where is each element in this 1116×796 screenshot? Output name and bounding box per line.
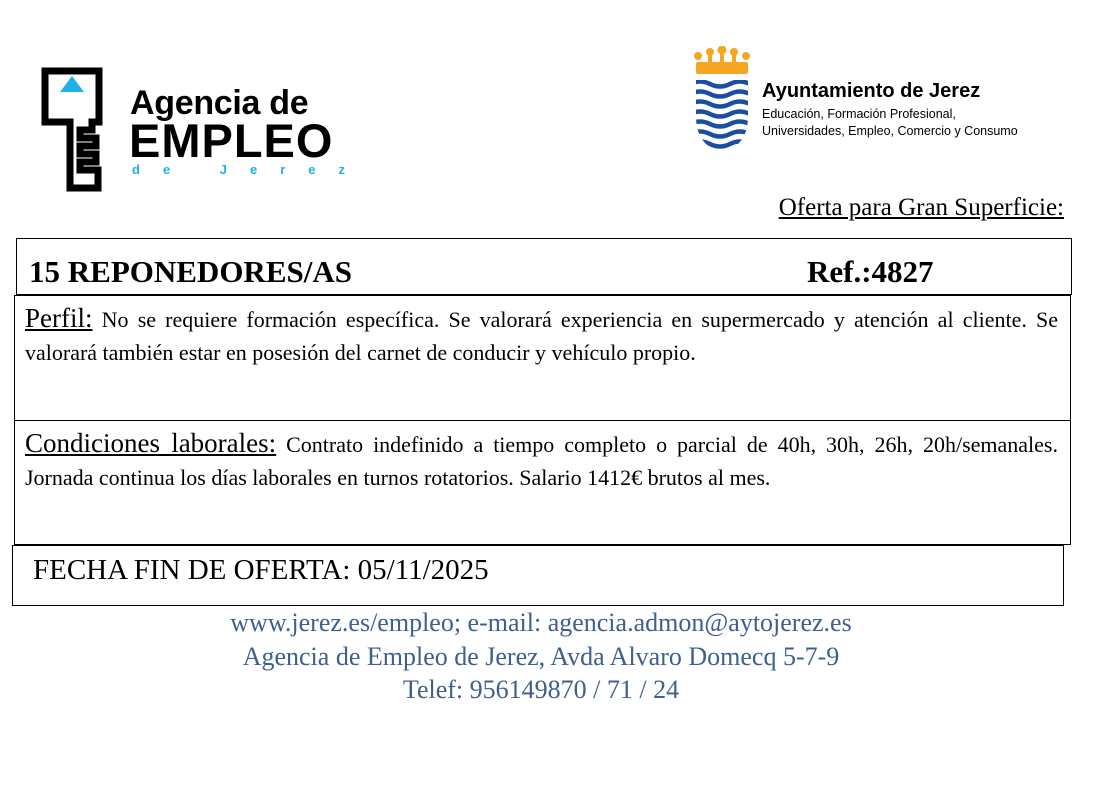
footer-web-email: www.jerez.es/empleo; e-mail: agencia.admon@aytojerez.es xyxy=(230,608,852,637)
condiciones-heading: Condiciones laborales: xyxy=(25,428,277,458)
fecha-fin-box xyxy=(12,545,1064,606)
ayuntamiento-subtitle-line2: Universidades, Empleo, Comercio y Consumo xyxy=(762,124,1018,138)
crowned-shield-icon xyxy=(690,46,754,154)
condiciones-text: Contrato indefinido a tiempo completo o parcial de 40h, 30h, 26h, 20h/semanales. Jornada continua los días laborales en turnos rotatorios. Salario 1412€ brutos al mes. xyxy=(25,432,1058,490)
fecha-fin-oferta: FECHA FIN DE OFERTA: 05/11/2025 xyxy=(33,554,489,586)
condiciones-section xyxy=(14,420,1071,545)
agencia-empleo-logo xyxy=(40,66,390,196)
logo-empleo-text: EMPLEO xyxy=(129,114,334,167)
footer-phone: Telef: 956149870 / 71 / 24 xyxy=(402,675,680,704)
perfil-section xyxy=(14,295,1071,421)
ayuntamiento-subtitle-line1: Educación, Formación Profesional, xyxy=(762,107,956,121)
ayuntamiento-subtitle xyxy=(762,106,1018,140)
perfil-text: No se requiere formación específica. Se valorará experiencia en supermercado y atención al cliente. Se valorará también estar en posesión del carnet de conducir y vehículo propio. xyxy=(25,307,1058,365)
key-icon xyxy=(40,66,104,192)
perfil-paragraph xyxy=(25,302,1058,369)
condiciones-paragraph xyxy=(25,427,1058,494)
job-title-box xyxy=(16,238,1072,295)
ayuntamiento-title: Ayuntamiento de Jerez xyxy=(762,80,981,102)
ayuntamiento-logo xyxy=(690,46,1050,158)
logo-agencia-text: Agencia de xyxy=(130,84,309,122)
job-reference: Ref.:4827 xyxy=(807,254,934,289)
offer-type: Oferta para Gran Superficie: xyxy=(778,194,1064,221)
logo-dejerez-text: de Jerez xyxy=(132,162,369,177)
perfil-heading: Perfil: xyxy=(25,303,93,333)
footer-address: Agencia de Empleo de Jerez, Avda Alvaro Domecq 5-7-9 xyxy=(242,642,840,671)
job-title: 15 REPONEDORES/AS xyxy=(29,254,352,289)
